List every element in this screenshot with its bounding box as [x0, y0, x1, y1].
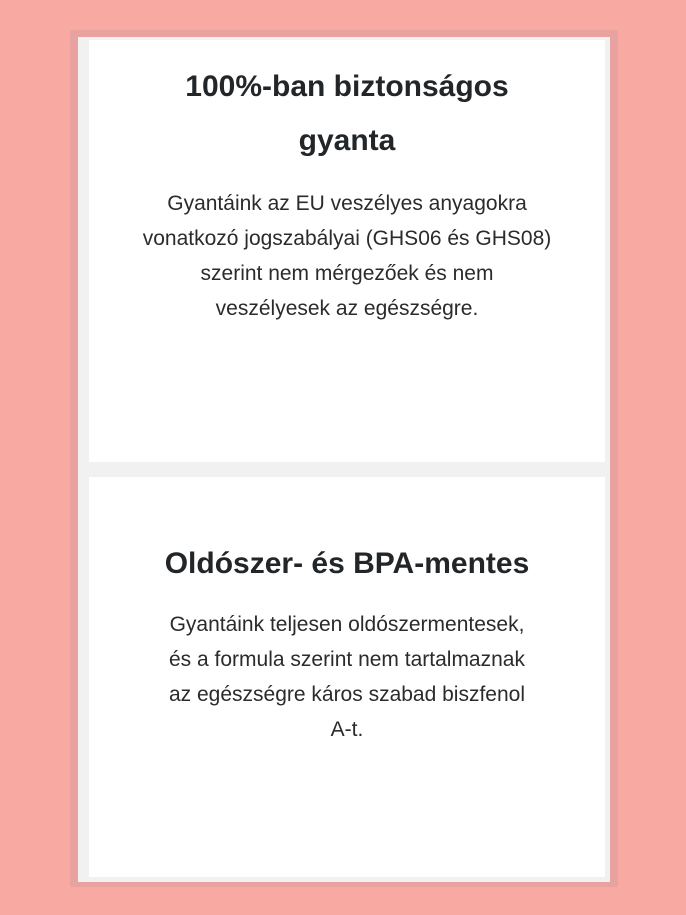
feature-card-safe-resin: [89, 40, 605, 462]
feature-card-solvent-bpa-free: [89, 477, 605, 877]
card-description: Gyantáink teljesen oldószermentesek, és a formula szerint nem tartalmaznak az egészségre káros szabad biszfenol A-t.: [168, 613, 526, 741]
card-title: Oldószer- és BPA-mentes: [164, 547, 530, 580]
card-description: Gyantáink az EU veszélyes anyagokra vonatkozó jogszabályai (GHS06 és GHS08) szerint nem mérgezőek és nem veszélyesek az egészségre.: [142, 192, 552, 320]
card-title: 100%-ban biztonságos gyanta: [185, 70, 509, 157]
